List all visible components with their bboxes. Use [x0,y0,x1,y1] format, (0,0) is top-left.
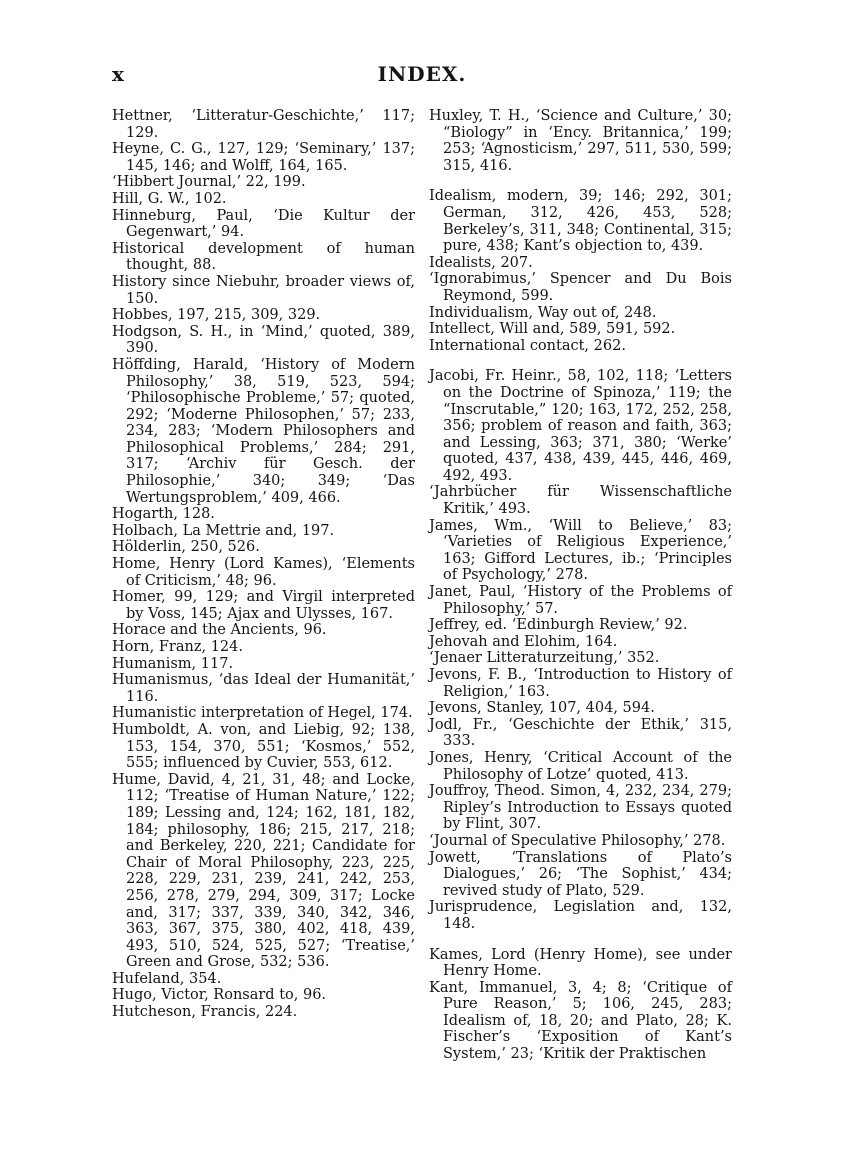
index-entry: ‘Jahrbücher für Wissenschaftliche Kritik,’ 493. [429,484,732,518]
page-header [112,62,732,86]
index-entry: History since Niebuhr, broader views of, 150. [112,273,415,307]
index-entry: Historical development of human thought, 88. [112,240,415,274]
index-entry: Home, Henry (Lord Kames), ‘Elements of Criticism,’ 48; 96. [112,556,415,589]
index-entry: ‘Journal of Speculative Philosophy,’ 278. [429,832,726,849]
index-entry: Horn, Franz, 124. [112,639,243,655]
index-entry: Horace and the Ancients, 96. [112,622,327,639]
index-entry: ‘Hibbert Journal,’ 22, 199. [112,174,306,191]
page-title: INDEX. [377,62,467,86]
index-entry: Janet, Paul, ‘History of the Problems of Philosophy,’ 57. [429,584,732,617]
index-entry: Hölderlin, 250, 526. [112,539,260,556]
index-entry: Homer, 99, 129; and Virgil interpreted by Voss, 145; Ajax and Ulysses, 167. [112,589,415,622]
index-entry: Kant, Immanuel, 3, 4; 8; ‘Critique of Pure Reason,’ 5; 106, 245, 283; Idealism of, 18, 20; and Plato, 28; K. Fischer’s ‘Exposition of Kant’s System,’ 23; ‘Kritik der Praktischen [429,979,732,1063]
index-entry: Kames, Lord (Henry Home), see under Henry Home. [429,946,732,980]
index-entry: Hume, David, 4, 21, 31, 48; and Locke, 112; ‘Treatise of Human Nature,’ 122; 189; Lessing and, 124; 162, 181, 182, 184; philosophy, 186; 215, 217, 218; and Berkeley, 220, 221; Candidate for Chair of Moral Philosophy, 223, 225, 228, 229, 231, 239, 241, 242, 253, 256, 278, 279, 294, 309, 317; Locke and, 317; 337, 339, 340, 342, 346, 363, 367, 375, 380, 402, 418, 439, 493, 510, 524, 525, 527; ‘Treatise,’ Green and Grose, 532; 536. [112,771,415,971]
index-entry: Hogarth, 128. [112,506,215,523]
index-entry: Individualism, Way out of, 248. [429,304,657,321]
index-entry: ‘Ignorabimus,’ Spencer and Du Bois Reymond, 599. [429,271,732,304]
index-entry: Humanismus, ‘das Ideal der Humanität,’ 116. [112,672,415,705]
index-entry: Jacobi, Fr. Heinr., 58, 102, 118; ‘Letters on the Doctrine of Spinoza,’ 119; the “Inscrutable,” 120; 163, 172, 252, 258, 356; problem of reason and faith, 363; and Lessing, 363; 371, 380; ‘Werke’ quoted, 437, 438, 439, 445, 446, 469, 492, 493. [429,368,732,484]
index-entry: Holbach, La Mettrie and, 197. [112,522,335,539]
index-entry: Hobbes, 197, 215, 309, 329. [112,307,321,324]
index-entry: Humboldt, A. von, and Liebig, 92; 138, 153, 154, 370, 551; ‘Kosmos,’ 552, 555; influenced by Cuvier, 553, 612. [112,721,415,772]
index-entry: Hettner, ‘Litteratur-Geschichte,’ 117; 129. [112,108,415,141]
index-entry: Humanistic interpretation of Hegel, 174. [112,705,413,722]
index-entry: Heyne, C. G., 127, 129; ‘Seminary,’ 137; 145, 146; and Wolff, 164, 165. [112,141,415,174]
index-entry: Hill, G. W., 102. [112,190,227,207]
index-entry: Jones, Henry, ‘Critical Account of the Philosophy of Lotze’ quoted, 413. [429,749,732,783]
index-column-left [112,108,415,1021]
index-entry: Jodl, Fr., ‘Geschichte der Ethik,’ 315, 333. [429,716,732,750]
index-entry: Idealism, modern, 39; 146; 292, 301; German, 312, 426, 453, 528; Berkeley’s, 311, 348; Continental, 315; pure, 438; Kant’s objection to, 439. [429,188,732,255]
index-entry: Jeffrey, ed. ‘Edinburgh Review,’ 92. [429,617,688,634]
index-entry: Jurisprudence, Legislation and, 132, 148. [429,899,732,932]
index-entry: ‘Jenaer Litteraturzeitung,’ 352. [429,650,660,667]
index-entry: Hugo, Victor, Ronsard to, 96. [112,987,327,1004]
index-entry: Hutcheson, Francis, 224. [112,1004,298,1021]
index-entry: Hinneburg, Paul, ‘Die Kultur der Gegenwart,’ 94. [112,207,415,241]
index-entry: International contact, 262. [429,337,626,354]
index-entry: Jevons, Stanley, 107, 404, 594. [429,700,655,717]
index-entry: Hodgson, S. H., in ‘Mind,’ quoted, 389, 390. [112,323,415,357]
index-entry: Jevons, F. B., ‘Introduction to History of Religion,’ 163. [429,667,732,700]
index-entry: Jowett, ‘Translations of Plato’s Dialogues,’ 26; ‘The Sophist,’ 434; revived study of Plato, 529. [429,849,732,899]
index-column-right [429,108,732,1063]
index-entry: Jouffroy, Theod. Simon, 4, 232, 234, 279; Ripley’s Introduction to Essays quoted by Flint, 307. [429,783,732,833]
index-entry: Idealists, 207. [429,254,533,271]
page-number: x [112,62,124,86]
index-entry: Höffding, Harald, ‘History of Modern Philosophy,’ 38, 519, 523, 594; ‘Philosophische Probleme,’ 57; quoted, 292; ‘Moderne Philosophen,’ 57; 233, 234, 283; ‘Modern Philosophers and Philosophical Problems,’ 284; 291, 317; ‘Archiv für Gesch. der Philosophie,’ 340; 349; ‘Das Wertungsproblem,’ 409, 466. [112,356,415,506]
index-entry: Huxley, T. H., ‘Science and Culture,’ 30; “Biology” in ‘Ency. Britannica,’ 199; 253; ‘Agnosticism,’ 297, 511, 530, 599; 315, 416. [429,108,732,174]
index-entry: James, Wm., ‘Will to Believe,’ 83; ‘Varieties of Religious Experience,’ 163; Gifford Lectures, ib.; ‘Principles of Psychology,’ 278. [429,517,732,584]
index-entry: Intellect, Will and, 589, 591, 592. [429,321,676,338]
index-entry: Humanism, 117. [112,655,234,672]
index-entry: Hufeland, 354. [112,970,222,987]
index-entry: Jehovah and Elohim, 164. [429,633,618,650]
